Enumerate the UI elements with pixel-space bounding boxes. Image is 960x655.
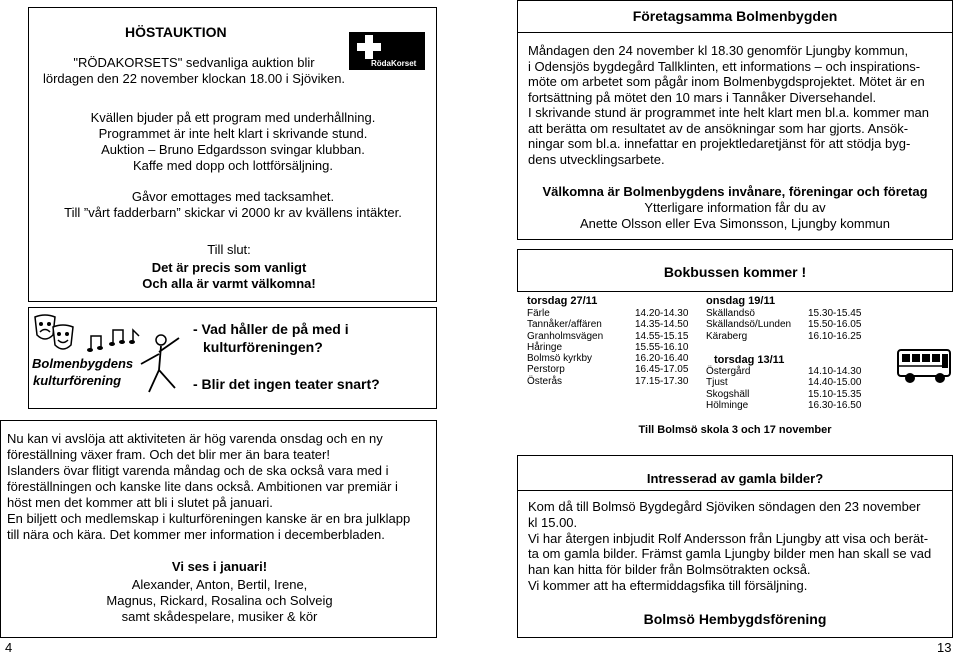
theatre-question-line: kulturföreningen? — [203, 339, 323, 355]
auction-line: Kvällen bjuder på ett program med underhållning. — [90, 110, 376, 125]
stop-time: 16.20-16.40 — [635, 353, 689, 365]
auction-finally: Till slut: — [207, 242, 251, 257]
news-line: Nu kan vi avslöja att aktiviteten är hög varenda onsdag och en ny — [7, 431, 383, 446]
auction-line: Till ”vårt fadderbarn” skickar vi 2000 kr av kvällens intäkter. — [64, 205, 402, 220]
pictures-line: Vi har återgen inbjudit Rolf Andersson från Ljungby att visa och berät- — [528, 530, 929, 546]
stop-name: Håringe — [527, 341, 563, 353]
dancer-icon — [129, 330, 189, 400]
news-see-you: Vi ses i januari! — [171, 559, 268, 574]
stop-time: 14.55-15.15 — [635, 330, 689, 342]
stop-time: 16.30-16.50 — [808, 399, 862, 411]
stop-name: Käraberg — [706, 330, 748, 342]
theatre-masks-icon — [33, 313, 75, 359]
theatre-logo-line: kulturförening — [33, 373, 122, 388]
table-row — [527, 364, 688, 375]
meeting-box — [517, 0, 953, 240]
stop-name: Perstorp — [527, 364, 565, 376]
bookbus-left-table — [527, 308, 688, 387]
stop-time: 17.15-17.30 — [635, 375, 689, 387]
stop-name: Skällandsö — [706, 308, 755, 319]
stop-time: 15.55-16.10 — [635, 341, 689, 353]
table-row — [527, 319, 688, 330]
bookbus-title: Bokbussen kommer ! — [663, 264, 807, 280]
theatre-question — [193, 320, 349, 356]
red-cross-logo — [349, 32, 425, 70]
stop-name: Tjust — [706, 377, 728, 389]
news-names-line: Magnus, Rickard, Rosalina och Solveig — [106, 593, 333, 608]
auction-box — [28, 7, 437, 302]
meeting-title: Företagsamma Bolmenbygden — [632, 8, 838, 24]
meeting-info-line: Anette Olsson eller Eva Simonsson, Ljungby kommun — [580, 216, 890, 231]
auction-line: Auktion – Bruno Edgardsson svingar klubban. — [101, 142, 365, 157]
news-box-frame — [0, 420, 437, 638]
stop-name: Granholmsvägen — [527, 330, 604, 342]
theatre-question-line: - Vad håller de på med i — [193, 321, 349, 337]
table-row — [527, 308, 688, 319]
table-row — [527, 353, 688, 364]
meeting-line: dens utvecklingsarbete. — [528, 151, 665, 167]
pictures-line: Kom då till Bolmsö Bygdegård Sjöviken söndagen den 23 november — [528, 499, 921, 514]
news-line: Islanders övar flitigt varenda måndag och de ska också vara med i — [7, 463, 389, 478]
stop-name: Österås — [527, 375, 563, 387]
auction-line: Programmet är inte helt klart i skrivande stund. — [98, 126, 368, 141]
stop-time: 14.20-14.30 — [635, 308, 689, 319]
stop-time: 16.45-17.05 — [635, 364, 689, 376]
auction-line: lördagen den 22 november klockan 18.00 i Sjöviken. — [42, 71, 346, 86]
meeting-line: fortsättning på mötet den 10 mars i Tannåker Diversehandel. — [528, 89, 877, 105]
stop-name: Skällandsö/Lunden — [706, 319, 792, 331]
pictures-line: han kan hitta för bilder från Bolmsötrakten också. — [528, 562, 811, 578]
auction-gifts — [29, 189, 437, 221]
red-cross-logo-text: RödaKorset — [371, 59, 417, 68]
stop-time: 15.50-16.05 — [808, 319, 862, 331]
meeting-info-line: Ytterligare information får du av — [644, 200, 826, 215]
stop-time: 15.10-15.35 — [808, 388, 862, 400]
bookbus-mid-table-1 — [706, 308, 861, 342]
pictures-title: Intresserad av gamla bilder? — [646, 471, 824, 486]
pictures-signature: Bolmsö Hembygdsförening — [643, 611, 827, 627]
table-row — [527, 342, 688, 353]
stop-time: 14.10-14.30 — [808, 366, 862, 377]
stop-time: 14.40-15.00 — [808, 377, 862, 389]
cross-icon — [357, 35, 381, 59]
page-number-right: 13 — [937, 640, 952, 655]
stop-name: Tannåker/affären — [527, 319, 602, 331]
page-number-left: 4 — [5, 640, 13, 655]
auction-welcome — [29, 260, 429, 292]
bookbus-footer: Till Bolmsö skola 3 och 17 november — [638, 424, 832, 436]
news-line: föreställningen och kanske lite dans också. Ambitionen var premiär i — [7, 479, 398, 494]
theatre-logo-text — [32, 355, 133, 389]
news-line: höst men det kommer att bli i slutet på januari. — [7, 495, 273, 510]
meeting-line: ningar som bl.a. innefattar en projektledaretjänst för att stödja byg- — [528, 136, 911, 151]
news-names-line: Alexander, Anton, Bertil, Irene, — [131, 577, 308, 592]
school-bus-icon — [896, 344, 954, 386]
table-row — [706, 308, 861, 319]
stop-name: Färle — [527, 308, 550, 319]
stop-time: 15.30-15.45 — [808, 308, 862, 319]
table-row — [706, 400, 861, 411]
stop-time: 14.35-14.50 — [635, 319, 689, 331]
pictures-box — [517, 455, 953, 638]
meeting-line: Måndagen den 24 november kl 18.30 genomför Ljungby kommun, — [528, 43, 909, 58]
news-names-line: samt skådespelare, musiker & kör — [121, 609, 318, 624]
auction-line: Kaffe med dopp och lottförsäljning. — [133, 158, 333, 173]
auction-intro — [29, 55, 359, 87]
table-row — [527, 331, 688, 342]
meeting-more-info — [518, 200, 952, 232]
meeting-line: I skrivande stund är programmet inte helt klart men bl.a. kommer man — [528, 105, 929, 120]
auction-program — [29, 110, 437, 174]
pictures-line: ta om gamla bilder. Främst gamla Ljungby bilder men han skall se vad — [528, 546, 932, 562]
bookbus-mid-table-2 — [706, 366, 861, 411]
theatre-box — [28, 307, 437, 409]
auction-line: "RÖDAKORSETS" sedvanliga auktion blir — [73, 55, 315, 70]
stop-name: Bolmsö kyrkby — [527, 353, 593, 365]
stop-time: 16.10-16.25 — [808, 330, 862, 342]
table-row — [706, 319, 861, 330]
news-line: föreställning växer fram. Och det blir mer än bara teater! — [7, 447, 330, 462]
meeting-line: i Odensjös bygdegård Tallklinten, ett informations – och inspirations- — [528, 58, 921, 74]
table-row — [706, 389, 861, 400]
table-row — [706, 366, 861, 377]
auction-title: HÖSTAUKTION — [125, 24, 227, 40]
theatre-answer: - Blir det ingen teater snart? — [193, 376, 380, 392]
bookbus-mid-header-2: torsdag 13/11 — [714, 354, 785, 366]
meeting-welcome: Välkomna är Bolmenbygdens invånare, föreningar och företag — [542, 184, 928, 199]
auction-welcome-line: Och alla är varmt välkomna! — [142, 276, 316, 291]
table-row — [706, 331, 861, 342]
auction-welcome-line: Det är precis som vanligt — [151, 260, 307, 275]
pictures-line: Vi kommer att ha eftermiddagsfika till försäljning. — [528, 577, 808, 593]
table-row — [527, 376, 688, 387]
news-line: En biljett och medlemskap i kulturföreningen kanske är en bra julklapp — [7, 511, 411, 526]
meeting-text — [528, 43, 952, 167]
auction-line: Gåvor emottages med tacksamhet. — [131, 189, 335, 204]
news-line: till nära och kära. Det kommer mer information i decemberbladen. — [7, 527, 385, 542]
meeting-line: möte om arbetet som pågår inom Bolmenbygdsprojektet. Mötet är en — [528, 74, 925, 89]
meeting-line: att berätta om resultatet av de ansökningar som har gjorts. Ansök- — [528, 120, 909, 136]
stop-name: Skogshäll — [706, 388, 750, 400]
theatre-logo-line: Bolmenbygdens — [32, 356, 134, 371]
stop-name: Hölminge — [706, 399, 749, 411]
table-row — [706, 377, 861, 388]
bookbus-box — [517, 249, 953, 292]
bookbus-mid-header-1: onsdag 19/11 — [706, 295, 776, 307]
bookbus-left-header: torsdag 27/11 — [527, 295, 598, 307]
stop-name: Östergård — [706, 366, 751, 377]
pictures-text — [528, 499, 952, 594]
pictures-line: kl 15.00. — [528, 514, 578, 530]
